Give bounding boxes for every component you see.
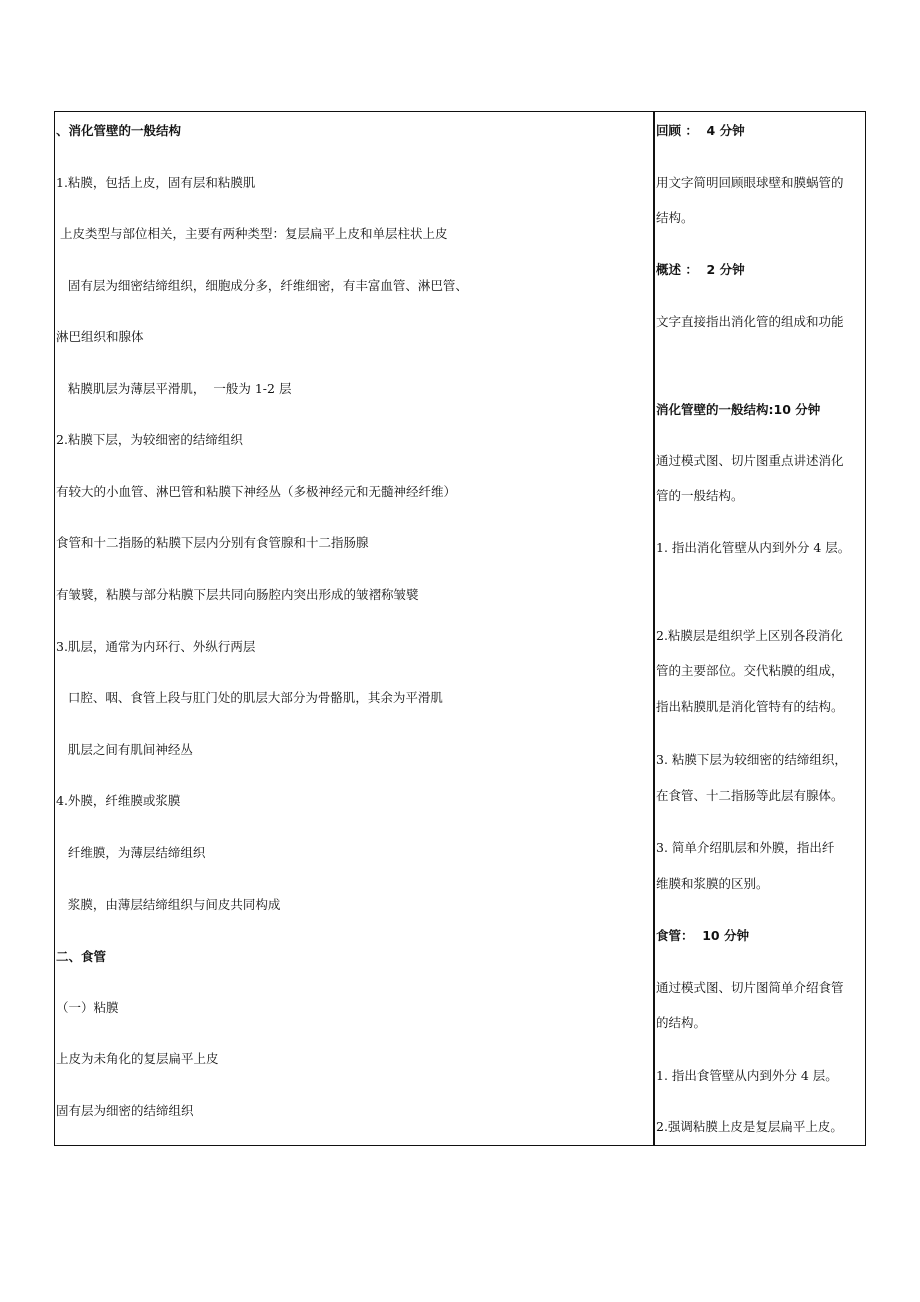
notes-heading: 回顾 ： 4 分钟 [656,123,745,138]
content-line: （一）粘膜 [56,1000,119,1015]
notes-heading: 消化管壁的一般结构:10 分钟 [656,402,821,417]
content-line: 2.粘膜下层，为较细密的结缔组织 [56,432,243,447]
notes-line: 1. 指出食管壁从内到外分 4 层。 [656,1068,838,1083]
content-line: 上皮为未角化的复层扁平上皮 [56,1051,219,1066]
content-line: 肌层之间有肌间神经丛 [56,742,193,757]
notes-line: 的结构。 [656,1015,707,1030]
notes-line: 2.粘膜层是组织学上区别各段消化 [656,628,843,643]
content-line: 粘膜肌层为薄层平滑肌， 一般为 1-2 层 [56,381,292,396]
content-line: 口腔、咽、食管上段与肛门处的肌层大部分为骨骼肌，其余为平滑肌 [56,690,443,705]
notes-line: 通过模式图、切片图简单介绍食管 [656,980,844,995]
notes-heading: 概述 ： 2 分钟 [656,262,745,277]
content-line: 食管和十二指肠的粘膜下层内分别有食管腺和十二指肠腺 [56,535,369,550]
content-line: 1.粘膜，包括上皮，固有层和粘膜肌 [56,175,256,190]
notes-line: 文字直接指出消化管的组成和功能 [656,314,844,329]
content-line: 4.外膜，纤维膜或浆膜 [56,793,181,808]
content-line: 淋巴组织和腺体 [56,329,144,344]
notes-heading: 食管： 10 分钟 [656,928,749,943]
content-line: 固有层为细密结缔组织，细胞成分多，纤维细密，有丰富血管、淋巴管、 [56,278,468,293]
section-heading: 二、食管 [56,949,107,964]
notes-line: 维膜和浆膜的区别。 [656,876,769,891]
content-line: 纤维膜，为薄层结缔组织 [56,845,206,860]
notes-line: 3. 粘膜下层为较细密的结缔组织， [656,752,847,767]
notes-line: 2.强调粘膜上皮是复层扁平上皮。 [656,1119,843,1134]
notes-line: 1. 指出消化管壁从内到外分 4 层。 [656,540,851,555]
content-line: 固有层为细密的结缔组织 [56,1103,194,1118]
column-divider [653,111,655,1146]
notes-line: 管的一般结构。 [656,488,744,503]
content-line: 上皮类型与部位相关，主要有两种类型：复层扁平上皮和单层柱状上皮 [56,226,448,241]
notes-line: 结构。 [656,210,694,225]
notes-line: 通过模式图、切片图重点讲述消化 [656,453,844,468]
content-line: 有较大的小血管、淋巴管和粘膜下神经丛（多极神经元和无髓神经纤维） [56,484,457,499]
notes-line: 3. 简单介绍肌层和外膜，指出纤 [656,840,835,855]
content-line: 浆膜，由薄层结缔组织与间皮共同构成 [56,897,281,912]
content-line: 3.肌层，通常为内环行、外纵行两层 [56,639,256,654]
notes-line: 在食管、十二指肠等此层有腺体。 [656,788,844,803]
notes-line: 指出粘膜肌是消化管特有的结构。 [656,699,844,714]
section-heading: 、消化管壁的一般结构 [56,123,182,138]
content-line: 有皱襞，粘膜与部分粘膜下层共同向肠腔内突出形成的皱褶称皱襞 [56,587,419,602]
notes-line: 用文字简明回顾眼球壁和膜蜗管的 [656,175,844,190]
notes-line: 管的主要部位。交代粘膜的组成， [656,663,844,678]
